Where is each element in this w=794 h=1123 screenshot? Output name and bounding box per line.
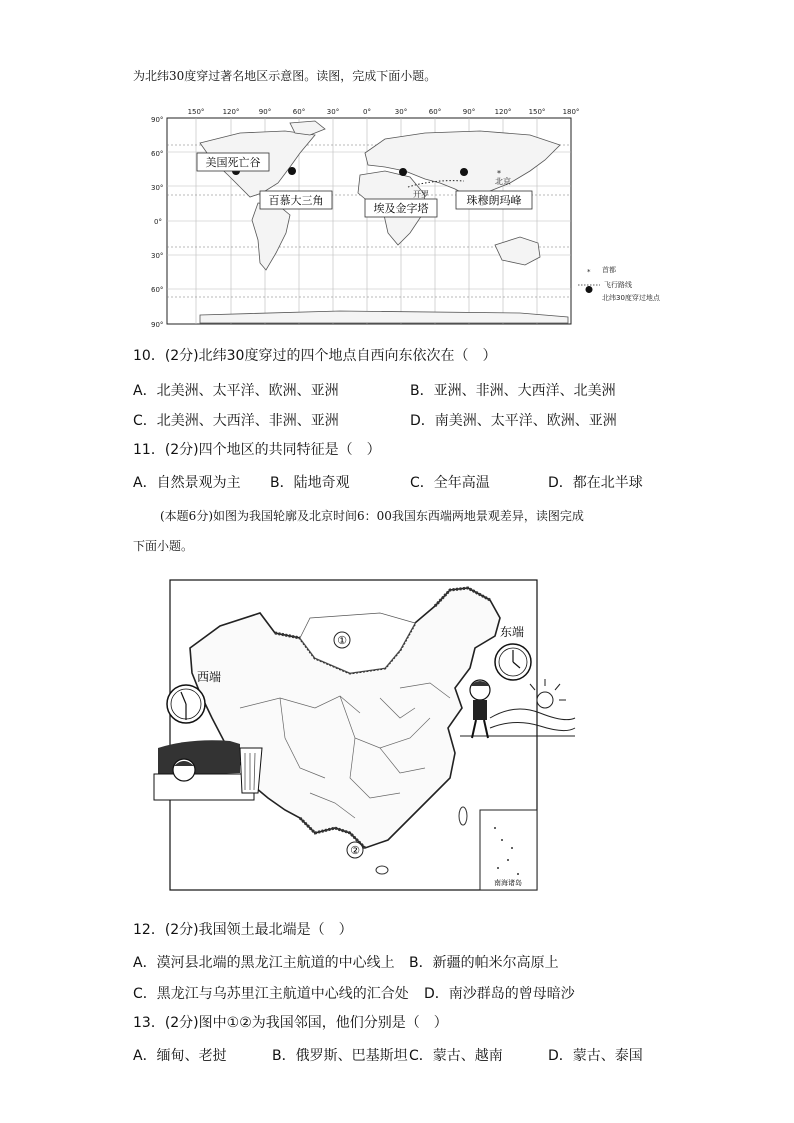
- q11-stem: 11．(2分)四个地区的共同特征是（ ）: [133, 442, 381, 458]
- person-sleeping-icon: [154, 740, 262, 800]
- q13-option-c[interactable]: C．蒙古、越南: [409, 1048, 503, 1064]
- clock-icon: [167, 685, 205, 723]
- mark-2-label: ②: [350, 844, 360, 857]
- taiwan-island: [459, 807, 467, 825]
- lon-label: 30°: [326, 108, 340, 116]
- pyramid-label: 埃及金字塔: [373, 202, 429, 215]
- china-map-figure: [150, 578, 580, 896]
- death-valley-label: 美国死亡谷: [205, 156, 261, 169]
- mark-1-label: ①: [337, 634, 347, 647]
- q13-option-a[interactable]: A．缅甸、老挝: [133, 1048, 227, 1064]
- lon-label: 120°: [494, 108, 512, 116]
- lon-label: 120°: [222, 108, 240, 116]
- lat-label: 60°: [151, 286, 164, 294]
- clock-icon: [495, 644, 531, 680]
- latitude-labels: [151, 116, 163, 329]
- q12-option-d[interactable]: D．南沙群岛的曾母暗沙: [424, 986, 575, 1002]
- south-china-sea-inset: [480, 810, 537, 890]
- inset-label: 南海诸岛: [494, 879, 522, 887]
- q11-option-b[interactable]: B．陆地奇观: [270, 475, 350, 491]
- intro-text-2a: (本题6分)如图为我国轮廓及北京时间6：00我国东西端两地景观差异，读图完成: [160, 509, 584, 523]
- q12-option-b[interactable]: B．新疆的帕米尔高原上: [409, 955, 559, 971]
- lat-label: 30°: [151, 184, 164, 192]
- lat-label: 60°: [151, 150, 164, 158]
- legend-location: 北纬30度穿过地点: [602, 294, 660, 302]
- cairo-label: 开罗: [413, 190, 429, 199]
- intro-text-2b: 下面小题。: [133, 539, 194, 553]
- legend-flight: 飞行路线: [604, 281, 632, 289]
- lat-label: 90°: [151, 116, 164, 124]
- lon-label: 90°: [462, 108, 476, 116]
- q10-option-c[interactable]: C．北美洲、大西洋、非洲、亚洲: [133, 413, 339, 429]
- west-end-label: 西端: [197, 670, 222, 684]
- q10-stem: 10．(2分)北纬30度穿过的四个地点自西向东依次在（ ）: [133, 348, 497, 364]
- q11-option-a[interactable]: A．自然景观为主: [133, 475, 241, 491]
- q11-option-c[interactable]: C．全年高温: [410, 475, 490, 491]
- lon-label: 60°: [428, 108, 442, 116]
- everest-label: 珠穆朗玛峰: [466, 194, 522, 207]
- bermuda-label: 百慕大三角: [268, 194, 324, 207]
- legend-capital: 首都: [602, 266, 616, 274]
- intro-text-1: 为北纬30度穿过著名地区示意图。读图，完成下面小题。: [133, 69, 437, 83]
- world-map-figure: [140, 105, 660, 331]
- q13-option-d[interactable]: D．蒙古、泰国: [548, 1048, 643, 1064]
- beijing-label: 北京: [495, 177, 511, 186]
- capital-star-icon: *: [587, 268, 591, 276]
- lon-label: 0°: [363, 108, 371, 116]
- q12-option-a[interactable]: A．漠河县北端的黑龙江主航道的中心线上: [133, 955, 395, 971]
- lat-label: 30°: [151, 252, 164, 260]
- q13-option-b[interactable]: B．俄罗斯、巴基斯坦: [272, 1048, 408, 1064]
- lon-label: 150°: [187, 108, 205, 116]
- pin-icon: [586, 286, 593, 302]
- lon-label: 60°: [292, 108, 306, 116]
- map-legend: [578, 265, 660, 302]
- q10-option-b[interactable]: B．亚洲、非洲、大西洋、北美洲: [410, 383, 616, 399]
- hainan-island: [376, 866, 388, 874]
- lon-label: 90°: [258, 108, 272, 116]
- lon-label: 180°: [562, 108, 580, 116]
- lon-label: 150°: [528, 108, 546, 116]
- lat-label: 0°: [154, 218, 162, 226]
- q10-option-a[interactable]: A．北美洲、太平洋、欧洲、亚洲: [133, 383, 339, 399]
- q13-stem: 13．(2分)图中①②为我国邻国，他们分别是（ ）: [133, 1015, 448, 1031]
- q11-option-d[interactable]: D．都在北半球: [548, 475, 643, 491]
- q10-option-d[interactable]: D．南美洲、太平洋、欧洲、亚洲: [410, 413, 617, 429]
- lat-label: 90°: [151, 321, 164, 329]
- q12-option-c[interactable]: C．黑龙江与乌苏里江主航道中心线的汇合处: [133, 986, 409, 1002]
- east-end-label: 东端: [500, 625, 525, 639]
- q12-stem: 12．(2分)我国领土最北端是（ ）: [133, 922, 353, 938]
- capital-star-icon: *: [497, 169, 501, 178]
- longitude-labels: [188, 108, 580, 116]
- lon-label: 30°: [394, 108, 408, 116]
